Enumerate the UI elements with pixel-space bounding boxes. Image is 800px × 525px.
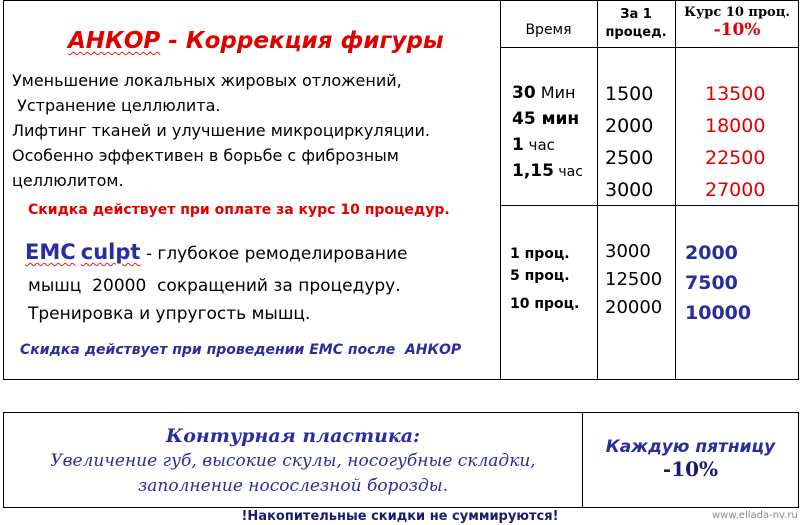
table-border-bottom — [3, 379, 799, 380]
price-single: 2000 — [605, 115, 654, 137]
price-single: 1500 — [605, 83, 654, 105]
desc-line: целлюлитом. — [12, 171, 124, 190]
contour-block — [4, 424, 582, 498]
promo-line1: Каждую пятницу — [605, 437, 776, 457]
ankor-description — [12, 68, 492, 193]
footer-warning: !Накопительные скидки не суммируются! — [241, 509, 559, 524]
ems-line1-rest: - глубокое ремоделирование — [140, 244, 408, 264]
table-border-left — [3, 0, 4, 380]
price-single: 12500 — [605, 269, 663, 290]
ankor-course-prices — [705, 78, 765, 206]
count-row: 5 проц. — [510, 268, 570, 284]
table-border-right — [798, 0, 799, 380]
ankor-title-rest: - Коррекция фигуры — [160, 28, 444, 54]
bottom-border-bottom — [3, 507, 799, 508]
ankor-single-prices — [605, 78, 653, 206]
time-row: 1 час — [512, 135, 555, 155]
ems-counts — [510, 240, 579, 318]
header-single — [597, 6, 675, 42]
header-course-line1: Курс 10 проц. — [684, 5, 790, 20]
time-row: 1,15 час — [512, 161, 583, 181]
bottom-border-top — [3, 412, 799, 413]
price-course: 10000 — [685, 302, 752, 324]
promo-line2: -10% — [662, 457, 719, 481]
table-border-top — [3, 0, 799, 1]
ankor-title — [68, 28, 444, 54]
header-course-line2: -10% — [713, 20, 761, 40]
price-course: 27000 — [705, 179, 766, 201]
count-row: 1 проц. — [510, 246, 570, 262]
desc-line: Устранение целлюлита. — [12, 96, 221, 115]
promo-block — [583, 437, 798, 481]
header-single-line1: За 1 — [620, 7, 652, 22]
price-course: 7500 — [685, 272, 738, 294]
price-course: 2000 — [685, 242, 738, 264]
ems-line1 — [25, 240, 408, 264]
ankor-discount-note: Скидка действует при оплате за курс 10 процедур. — [28, 202, 450, 218]
time-row: 30 Мин — [512, 83, 576, 103]
desc-line: Лифтинг тканей и улучшение микроциркуляции. — [12, 121, 431, 140]
ems-line3: Тренировка и упругость мышц. — [28, 304, 311, 324]
ems-brand-2: culpt — [80, 240, 141, 264]
price-single: 3000 — [605, 179, 654, 201]
divider-single-course — [675, 0, 676, 380]
price-single: 2500 — [605, 147, 654, 169]
count-row: 10 проц. — [510, 296, 580, 312]
ems-line2: мышц 20000 сокращений за процедуру. — [28, 276, 401, 296]
price-course: 18000 — [705, 115, 766, 137]
header-time: Время — [525, 22, 572, 38]
divider-desc-time — [500, 0, 501, 380]
ems-note: Скидка действует при проведении EMC после АНКОР — [20, 342, 462, 358]
desc-line: Особенно эффективен в борьбе с фиброзным — [12, 146, 399, 165]
price-single: 20000 — [605, 297, 663, 318]
bottom-border-right — [798, 412, 799, 508]
price-course: 13500 — [705, 83, 766, 105]
footer-site[interactable]: www.ellada-nv.ru — [712, 510, 798, 521]
desc-line: Уменьшение локальных жировых отложений, — [12, 71, 402, 90]
divider-time-single — [597, 0, 598, 380]
header-single-line2: процед. — [605, 25, 667, 40]
contour-line1: Увеличение губ, высокие скулы, носогубные складки, — [50, 451, 536, 471]
ems-brand-1: EMC — [25, 240, 76, 264]
ankor-times — [512, 80, 583, 185]
price-single: 3000 — [605, 241, 651, 262]
price-course: 22500 — [705, 147, 766, 169]
contour-line2: заполнение носослезной борозды. — [138, 476, 448, 496]
ankor-brand: АНКОР — [68, 28, 161, 54]
time-row: 45 мин — [512, 109, 580, 129]
ems-course-prices — [685, 238, 751, 328]
header-course — [675, 5, 799, 40]
contour-title: Контурная пластика: — [165, 425, 421, 447]
divider-header — [500, 47, 799, 48]
ems-single-prices — [605, 238, 662, 322]
